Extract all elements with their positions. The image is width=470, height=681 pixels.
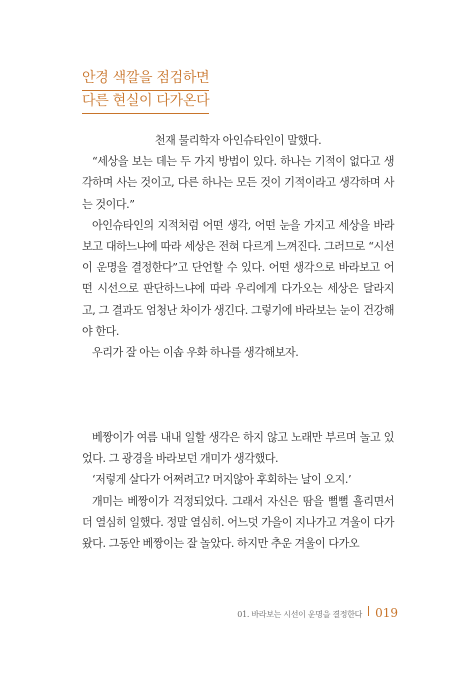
body-text-block-1 — [82, 130, 394, 363]
paragraph: 천재 물리학자 아인슈타인이 말했다. — [154, 134, 322, 147]
paragraph: 우리가 잘 아는 이솝 우화 하나를 생각해보자. — [92, 346, 299, 360]
paragraph: 베짱이가 여름 내내 일할 생각은 하지 않고 노래만 부르며 놀고 있었다. 그 광경을 바라보던 개미가 생각했다. — [82, 431, 394, 466]
heading-line-1: 안경 색깔을 점검하면 — [82, 69, 209, 91]
paragraph: “세상을 보는 데는 두 가지 방법이 있다. 하나는 기적이 없다고 생각하며 사는 것이고, 다른 하나는 모든 것이 기적이라고 생각하며 사는 것이다.” — [82, 155, 394, 211]
body-text-block-2 — [82, 427, 394, 554]
heading-line-2: 다른 현실이 다가온다 — [82, 92, 209, 114]
paragraph: ‘저렇게 살다가 어쩌려고? 머지않아 후회하는 날이 오지.’ — [92, 473, 352, 487]
page-number: 019 — [375, 606, 398, 620]
footer-separator — [368, 606, 369, 616]
page-footer — [237, 606, 398, 620]
paragraph: 아인슈타인의 지적처럼 어떤 생각, 어떤 눈을 가지고 세상을 바라보고 대하느냐에 따라 세상은 전혀 다르게 느껴진다. 그러므로 “시선이 운명을 결정한다”고 단언할 수 있다. 어떤 생각으로 바라보고 어떤 시선으로 판단하느냐에 따라 우리에게 다가오는 세상은 달라지고, 그 결과도 엄청난 차이가 생긴다. 그렇기에 바라보는 눈이 건강해야 한다. — [82, 218, 394, 338]
footer-chapter-title: 01. 바라보는 시선이 운명을 결정한다 — [237, 610, 363, 619]
paragraph: 개미는 베짱이가 걱정되었다. 그래서 자신은 땀을 뻘뻘 흘리면서 더 열심히 일했다. 정말 열심히. 어느덧 가을이 지나가고 겨울이 다가왔다. 그동안 베짱이는 잘 놀았다. 하지만 추운 겨울이 다가오 — [82, 494, 394, 551]
